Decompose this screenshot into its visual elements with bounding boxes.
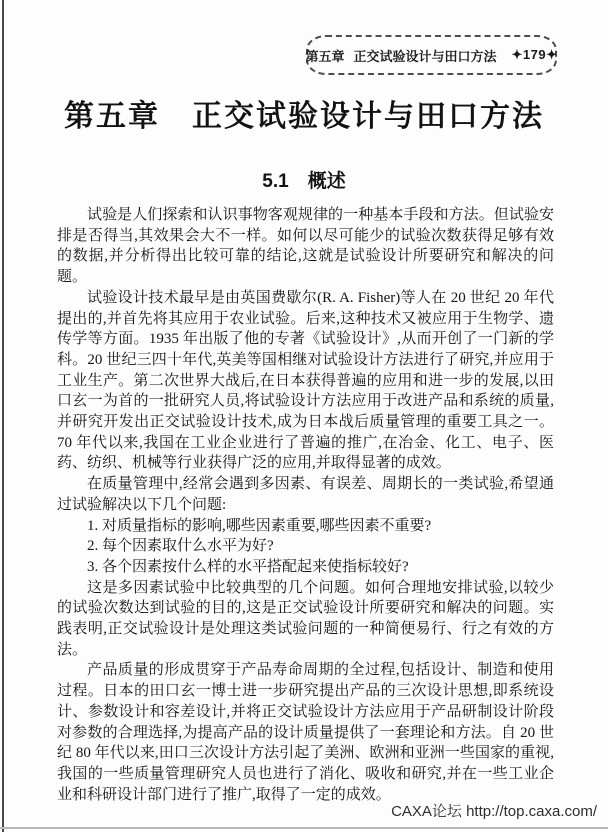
paragraph-history: 试验设计技术最早是由英国费歇尔(R. A. Fisher)等人在 20 世纪 20 年代提出的,并首先将其应用于农业试验。后来,这种技术又被应用于生物学、遗传学等方面。1935 年出版了他的专著《试验设计》,从而开创了一门新的学科。20 世纪三四十年代,英美等国相继对试验设计方法进行了研究,并应用于工业生产。第二次世界大战后,在日本获得普遍的应用和进一步的发展,以田口玄一为首的一批研究人员,将试验设计方法应用于改进产品和系统的质量,并研究开发出正交试验设计技术,成为日本战后质量管理的重要工具之一。70 年代以来,我国在工业企业进行了普遍的推广,在冶金、化工、电子、医药、纺织、机械等行业获得广泛的应用,并取得显著的成效。 — [57, 289, 554, 472]
numbered-question-2: 2. 每个因素取什么水平为好? — [87, 538, 274, 555]
running-header — [306, 35, 557, 75]
body-text — [57, 205, 554, 805]
watermark-footer — [391, 800, 597, 821]
section-heading: 5.1 概述 — [262, 171, 346, 192]
chapter-title: 第五章 正交试验设计与田口方法 — [64, 100, 544, 133]
numbered-question-1: 1. 对质量指标的影响,哪些因素重要,哪些因素不重要? — [87, 517, 432, 534]
paragraph-quality-questions: 在质量管理中,经常会遇到多因素、有误差、周期长的一类试验,希望通过试验解决以下几个问题: — [57, 476, 554, 513]
footer-text: CAXA论坛 http://top.caxa.com/ — [391, 803, 597, 820]
paragraph-typical-problems: 这是多因素试验中比较典型的几个问题。如何合理地安排试验,以较少的试验次数达到试验的目的,这是正交试验设计所要研究和解决的问题。实践表明,正交试验设计是处理这类试验问题的一种简便易行、行之有效的方法。 — [57, 579, 554, 658]
scan-bottom-line — [0, 827, 608, 829]
running-header-title: 正交试验设计与田口方法 — [353, 48, 497, 64]
paragraph-intro: 试验是人们探索和认识事物客观规律的一种基本手段和方法。但试验安排是否得当,其效果会大不一样。如何以尽可能少的试验次数获得足够有效的数据,并分析得出比较可靠的结论,这就是试验设计所要研究和解决的问题。 — [57, 207, 554, 286]
running-header-chapter: 第五章 — [305, 48, 345, 64]
numbered-question-3: 3. 各个因素按什么样的水平搭配起来使指标较好? — [87, 558, 409, 575]
page-number: ✦179✦ — [511, 47, 558, 62]
paragraph-taguchi-design: 产品质量的形成贯穿于产品寿命周期的全过程,包括设计、制造和使用过程。日本的田口玄一博士进一步研究提出产品的三次设计思想,即系统设计、参数设计和容差设计,并将正交试验设计方法应用于产品研制设计阶段对参数的合理选择,为提高产品的设计质量提供了一套理论和方法。自 20 世纪 80 年代以来,田口三次设计方法引起了美洲、欧洲和亚洲一些国家的重视,我国的一些质量管理研究人员也进行了消化、吸收和研究,并在一些工业企业和科研设计部门进行了推广,取得了一定的成效。 — [57, 662, 554, 803]
